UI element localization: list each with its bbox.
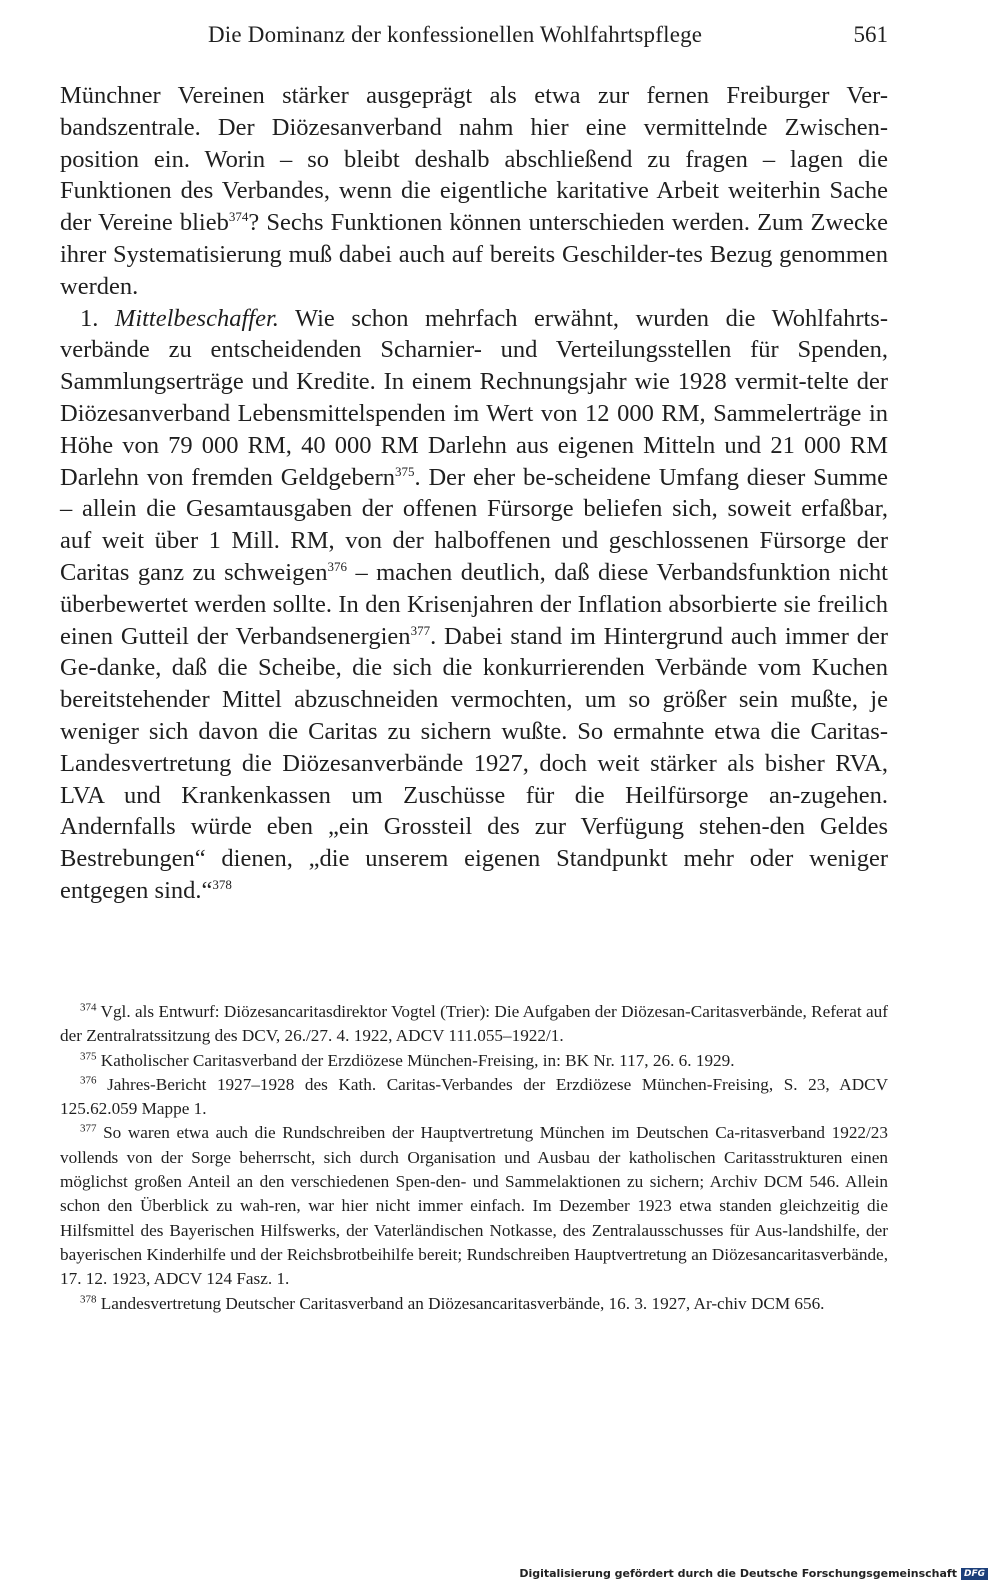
credit-text: Digitalisierung gefördert durch die Deutsche Forschungsgemeinschaft bbox=[519, 1567, 957, 1580]
footnote-375 bbox=[60, 1049, 888, 1073]
footnote-number: 376 bbox=[80, 1074, 97, 1087]
paragraph-2-text-d: . Dabei stand im Hintergrund auch immer der Ge-danke, daß die Scheibe, die sich die konkurrierenden Verbände vom Kuchen bereitstehender Mittel abzuschneiden vermochten, um so größer sein mußte, je weniger sich davon die Caritas zu sichern wußte. So ermahnte etwa die Caritas-Landesvertretung die Diözesanverbände 1927, doch weit stärker als bisher RVA, LVA und Krankenkassen um Zuschüsse für die Heilfürsorge an-zugehen. Andernfalls würde eben „ein Grossteil des zur Verfügung stehen-den Geldes Bestrebungen“ dienen, „die unserem eigenen Standpunkt mehr oder weniger entgegen sind.“ bbox=[60, 622, 888, 904]
footnote-ref-378[interactable]: 378 bbox=[212, 876, 232, 892]
footnote-ref-374[interactable]: 374 bbox=[228, 209, 249, 225]
footnote-378 bbox=[60, 1292, 888, 1316]
footnote-374 bbox=[60, 1000, 888, 1049]
footnote-number: 375 bbox=[80, 1049, 97, 1062]
footnote-number: 374 bbox=[80, 1001, 97, 1014]
footnote-ref-376[interactable]: 376 bbox=[327, 558, 347, 574]
page-number: 561 bbox=[853, 22, 888, 47]
footnote-number: 378 bbox=[80, 1292, 97, 1305]
paragraph-1-text: Münchner Vereinen stärker ausgeprägt als etwa zur fernen Freiburger Ver-bandszentrale. Der Diözesanverband nahm hier eine vermittelnde Zwischen-position ein. Worin – so bleibt deshalb abschließend zu fragen – lagen die Funktionen des Verbandes, wenn die eigentliche karitative Arbeit weiterhin Sache der Vereine blieb bbox=[60, 82, 888, 237]
footnotes bbox=[60, 1000, 888, 1316]
paragraph-2-text-b: . Der eher be-scheidene Umfang dieser Summe – allein die Gesamtausgaben der offenen Fürsorge beliefen sich, soweit erfaßbar, auf weit über 1 Mill. RM, von der halboffenen und geschlossenen Fürsorge der Caritas ganz zu schweigen bbox=[60, 463, 888, 586]
footnote-ref-377[interactable]: 377 bbox=[410, 622, 431, 638]
footnote-text: Jahres-Bericht 1927–1928 des Kath. Caritas-Verbandes der Erzdiözese München-Freising, S. 23, ADCV 125.62.059 Mappe 1. bbox=[60, 1074, 888, 1119]
footnote-376 bbox=[60, 1073, 888, 1122]
footnote-text: Vgl. als Entwurf: Diözesancaritasdirektor Vogtel (Trier): Die Aufgaben der Diözesan-Caritasverbände, Referat auf der Zentralratssitzung des DCV, 26./27. 4. 1922, ADCV 111.055–1922/1. bbox=[60, 1002, 888, 1046]
paragraph-1-end: ? Sechs Funktionen können unterschieden werden. Zum Zwecke ihrer Systematisierung muß dabei auch auf bereits Geschilder-tes Bezug genommen werden. bbox=[60, 209, 888, 300]
footnote-ref-375[interactable]: 375 bbox=[395, 463, 415, 479]
running-title: Die Dominanz der konfessionellen Wohlfahrtspflege bbox=[208, 22, 703, 47]
paragraph-2-text-c: – machen deutlich, daß diese Verbandsfunktion nicht überbewertet werden sollte. In den Krisenjahren der Inflation absorbierte sie freilich einen Gutteil der Verbandsenergien bbox=[60, 558, 888, 650]
dfg-logo: DFG bbox=[961, 1568, 988, 1580]
footnote-text: So waren etwa auch die Rundschreiben der Hauptvertretung München im Deutschen Ca-ritasverband 1922/23 vollends von der Sorge beherrscht, sich durch Organisation und Ausbau der katholischen Caritasstrukturen einen möglichst großen Anteil an den verschiedenen Spen-den- und Sammelaktionen zu sichern; Archiv DCM 546. Allein schon den Überblick zu wah-ren, war hier nicht immer einfach. Im Dezember 1923 etwa standen gleichzeitig die Hilfsmittel des Bayerischen Hilfswerks, der Vaterländischen Notkasse, des Zentralausschusses für Aus-landshilfe, der bayerischen Kinderhilfe und der Reichsbrotbeihilfe bereit; Rundschreiben Hauptvertretung an Diözesancaritasverbände, 17. 12. 1923, ADCV 124 Fasz. 1. bbox=[60, 1123, 888, 1289]
footnote-number: 377 bbox=[80, 1122, 97, 1135]
paragraph-1 bbox=[60, 80, 888, 303]
paragraph-2 bbox=[60, 303, 888, 907]
paragraph-2-text-a: Wie schon mehrfach erwähnt, wurden die Wohlfahrts-verbände zu entscheidenden Scharnier- und Verteilungsstellen für Spenden, Sammlungserträge und Kredite. In einem Rechnungsjahr wie 1928 vermit-telte der Diözesanverband Lebensmittelspenden im Wert von 12 000 RM, Sammelerträge in Höhe von 79 000 RM, 40 000 RM Darlehn aus eigenen Mitteln und 21 000 RM Darlehn von fremden Geldgebern bbox=[60, 304, 888, 491]
section-number: 1. bbox=[80, 304, 99, 332]
section-heading: Mittelbeschaffer. bbox=[114, 304, 279, 332]
footnote-text: Katholischer Caritasverband der Erzdiözese München-Freising, in: BK Nr. 117, 26. 6. 1929. bbox=[96, 1050, 735, 1070]
main-text bbox=[60, 80, 888, 907]
footnote-text: Landesvertretung Deutscher Caritasverband an Diözesancaritasverbände, 16. 3. 1927, Ar-chiv DCM 656. bbox=[96, 1293, 825, 1313]
footnote-377 bbox=[60, 1121, 888, 1291]
digitization-credit bbox=[519, 1567, 988, 1580]
running-header bbox=[60, 22, 888, 58]
